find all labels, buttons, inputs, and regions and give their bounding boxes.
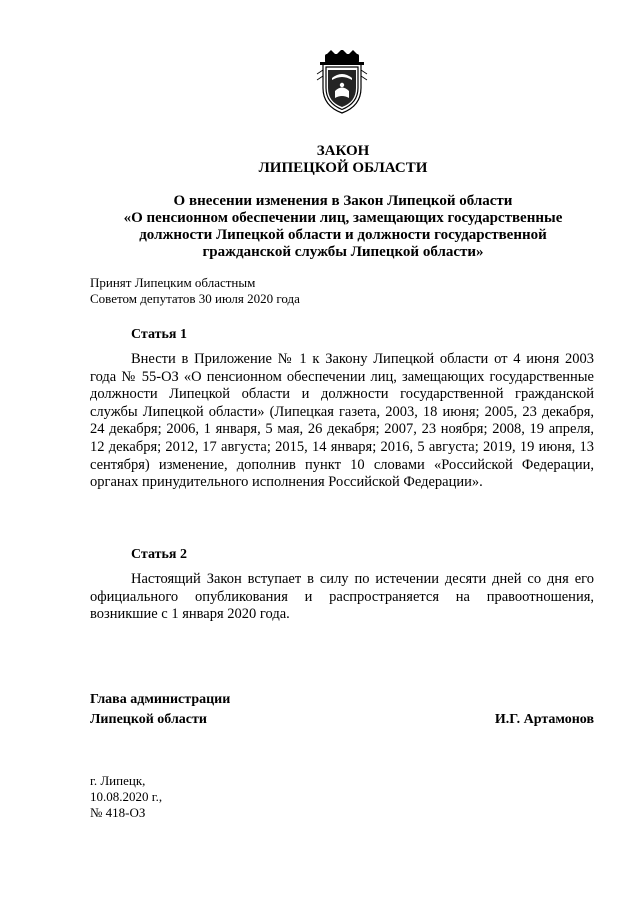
signature-block	[90, 690, 594, 730]
law-subtitle-line-2: «О пенсионном обеспечении лиц, замещающих государственные	[123, 210, 563, 226]
adoption-note-line-2: Советом депутатов 30 июля 2020 года	[90, 291, 300, 306]
adoption-note-line-1: Принят Липецким областным	[90, 275, 256, 290]
article-1-heading: Статья 1	[131, 327, 187, 342]
signatory-position-line-1: Глава администрации	[90, 692, 231, 707]
document-type-title: ЗАКОН	[316, 143, 370, 159]
law-subtitle-line-1: О внесении изменения в Закон Липецкой области	[173, 193, 513, 209]
coat-of-arms-emblem	[315, 50, 369, 116]
footer-date: 10.08.2020 г.,	[90, 789, 163, 804]
article-1-text: Внести в Приложение № 1 к Закону Липецкой области от 4 июня 2003 года № 55-ОЗ «О пенсионном обеспечении лиц, замещающих государственные должности Липецкой области и должности государственной гражданской службы Липецкой области» (Липецкая газета, 2003, 18 июня; 2005, 23 декабря, 24 декабря; 2006, 1 января, 5 мая, 26 декабря; 2007, 23 ноября; 2008, 19 апреля, 12 декабря; 2012, 17 августа; 2015, 14 января; 2016, 5 августа; 2019, 19 июня, 13 сентября) изменение, дополнив пункт 10 словами «Российской Федерации, органах принудительного исполнения Российской Федерации».	[90, 351, 594, 491]
article-2-heading: Статья 2	[131, 547, 187, 562]
law-subtitle-line-3: должности Липецкой области и должности государственной	[139, 227, 547, 243]
signatory-position-line-2: Липецкой области	[90, 712, 207, 727]
law-subtitle-line-4: гражданской службы Липецкой области»	[202, 244, 484, 260]
article-2-text: Настоящий Закон вступает в силу по истечении десяти дней со дня его официального опубликования и распространяется на правоотношения, возникшие с 1 января 2020 года.	[90, 571, 594, 623]
document-issuer-title: ЛИПЕЦКОЙ ОБЛАСТИ	[258, 160, 428, 176]
footer-law-number: № 418-ОЗ	[90, 805, 146, 820]
footer-city: г. Липецк,	[90, 773, 146, 788]
signatory-name: И.Г. Артамонов	[494, 712, 594, 727]
document-footer	[90, 773, 162, 821]
